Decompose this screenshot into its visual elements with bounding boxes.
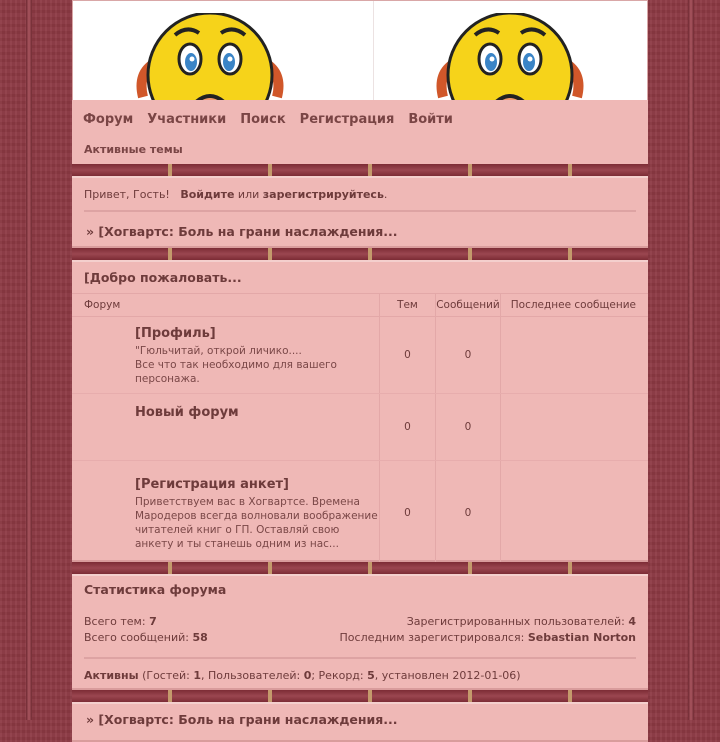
worried-smiley-icon	[135, 13, 285, 100]
welcome-text	[72, 178, 648, 210]
last-post-column-header: Последнее сообщение	[500, 294, 648, 317]
active-topics-link[interactable]: Активные темы	[84, 142, 183, 156]
forum-table-header	[72, 294, 648, 317]
forum-link-registration[interactable]: [Регистрация анкет]	[135, 476, 289, 492]
nav-primary-row	[72, 104, 648, 134]
stats-title: Статистика форума	[84, 582, 227, 597]
forum-link-profile[interactable]: [Профиль]	[135, 326, 216, 341]
record-label: ; Рекорд:	[311, 669, 364, 682]
topics-count: 0	[379, 461, 435, 565]
users-count: 0	[303, 669, 312, 682]
main-navigation	[72, 100, 648, 164]
registered-users-label: Зарегистрированных пользователей:	[406, 615, 625, 628]
users-label: , Пользователей:	[201, 669, 301, 682]
dot-text: .	[383, 188, 388, 201]
total-posts-label: Всего сообщений:	[84, 631, 189, 644]
forum-row-new	[72, 394, 648, 461]
forum-description: "Гюльчитай, открой личико.... Все что так необходимо для вашего персонажа.	[135, 345, 337, 385]
left-edge-stripe	[26, 0, 32, 720]
forum-column-header: Форум	[72, 294, 379, 317]
section-separator	[72, 690, 648, 702]
login-link[interactable]: Войдите	[180, 188, 235, 201]
record-count: 5	[367, 669, 375, 682]
right-edge-stripe	[688, 0, 694, 720]
stats-panel	[72, 574, 648, 690]
last-post-cell	[500, 461, 648, 565]
posts-count: 0	[436, 461, 501, 565]
total-topics-value: 7	[149, 615, 157, 628]
welcome-panel	[72, 176, 648, 248]
posts-column-header: Сообщений	[436, 294, 501, 317]
total-posts-value: 58	[192, 631, 208, 644]
forum-row-registration	[72, 461, 648, 565]
record-date: , установлен 2012-01-06)	[374, 669, 521, 682]
section-separator	[72, 248, 648, 260]
forum-table	[72, 293, 648, 565]
guests-count: 1	[193, 669, 202, 682]
newest-user-label: Последним зарегистрировался:	[339, 631, 525, 644]
or-text: или	[237, 188, 260, 201]
active-label: Активны	[84, 669, 139, 682]
bottom-breadcrumb[interactable]: » [Хогвартс: Боль на грани наслаждения...	[86, 712, 398, 727]
topics-count: 0	[379, 394, 435, 461]
registered-users-value: 4	[628, 615, 636, 628]
worried-smiley-icon	[435, 13, 585, 100]
posts-count: 0	[436, 394, 501, 461]
register-link[interactable]: зарегистрируйтесь	[262, 188, 384, 201]
forum-row-profile	[72, 317, 648, 394]
forum-banner	[72, 0, 648, 100]
topics-column-header: Тем	[379, 294, 435, 317]
posts-count: 0	[436, 317, 501, 394]
total-topics-label: Всего тем:	[84, 615, 146, 628]
category-panel	[72, 260, 648, 562]
forum-wrapper	[72, 0, 648, 742]
category-title: [Добро пожаловать...	[84, 270, 242, 285]
bottom-breadcrumb-panel	[72, 702, 648, 742]
forum-description: Приветствуем вас в Хогвартсе. Времена Мародеров всегда волновали воображение читателей книг о ГП. Оставляй свою анкету и ты станешь одним из нас...	[135, 495, 378, 550]
nav-search-link[interactable]: Поиск	[240, 111, 286, 127]
nav-forum-link[interactable]: Форум	[83, 111, 134, 127]
nav-login-link[interactable]: Войти	[408, 111, 453, 127]
breadcrumb[interactable]: » [Хогвартс: Боль на грани наслаждения...	[86, 224, 398, 239]
last-post-cell	[500, 394, 648, 461]
nav-secondary-row	[72, 134, 648, 164]
section-separator	[72, 562, 648, 574]
nav-register-link[interactable]: Регистрация	[299, 111, 395, 127]
active-users	[72, 659, 648, 692]
newest-user-link[interactable]: Sebastian Norton	[527, 631, 636, 644]
last-post-cell	[500, 317, 648, 394]
nav-members-link[interactable]: Участники	[147, 111, 227, 127]
stats-body	[72, 605, 648, 647]
topics-count: 0	[379, 317, 435, 394]
guest-greeting: Привет, Гость!	[84, 188, 170, 201]
banner-divider	[373, 1, 374, 100]
forum-link-new[interactable]: Новый форум	[135, 405, 239, 420]
section-separator	[72, 164, 648, 176]
guests-label: (Гостей:	[142, 669, 190, 682]
